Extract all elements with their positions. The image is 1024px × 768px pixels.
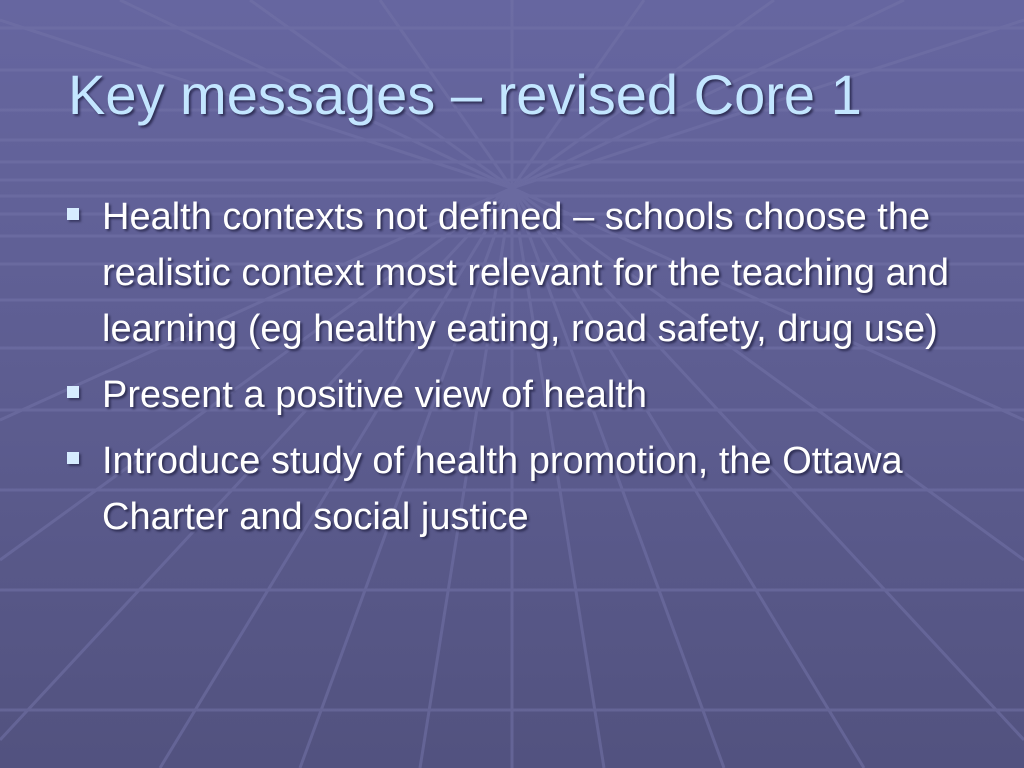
square-bullet-icon bbox=[67, 208, 79, 220]
bullet-text: Introduce study of health promotion, the Ottawa Charter and social justice bbox=[102, 440, 903, 538]
bullet-item bbox=[64, 189, 954, 357]
bullet-item bbox=[64, 433, 954, 545]
bullet-item bbox=[64, 367, 954, 423]
bullet-text: Health contexts not defined – schools choose the realistic context most relevant for the teaching and learning (eg healthy eating, road safety, drug use) bbox=[102, 196, 950, 350]
square-bullet-icon bbox=[67, 386, 79, 398]
bullet-text: Present a positive view of health bbox=[102, 374, 647, 416]
bullet-list bbox=[64, 189, 954, 555]
square-bullet-icon bbox=[67, 452, 79, 464]
slide-title: Key messages – revised Core 1 bbox=[68, 63, 862, 126]
